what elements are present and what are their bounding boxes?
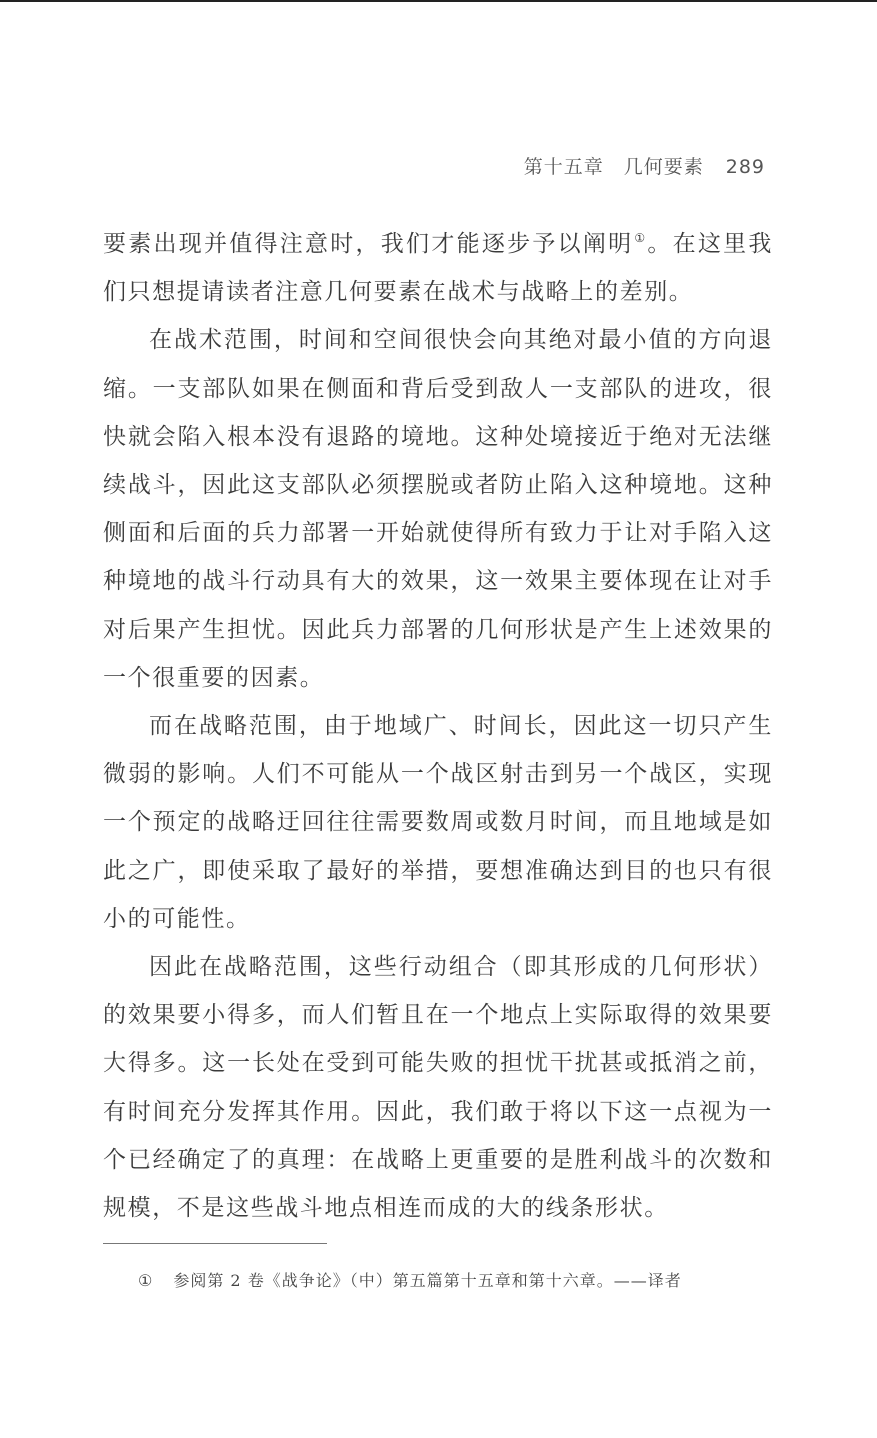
main-text: [103, 220, 773, 1232]
chapter-title: 第十五章 几何要素: [523, 156, 704, 178]
paragraph: 而在战略范围，由于地域广、时间长，因此这一切只产生微弱的影响。人们不可能从一个战区射击到另一个战区，实现一个预定的战略迂回往往需要数周或数月时间，而且地域是如此之广，即使采取了最好的举措，要想准确达到目的也只有很小的可能性。: [103, 713, 773, 932]
footnote-separator: [103, 1243, 327, 1244]
footnote-text: 参阅第 2 卷《战争论》（中）第五篇第十五章和第十六章。——译者: [173, 1271, 682, 1290]
footnote-reference[interactable]: ①: [634, 231, 648, 246]
paragraph: 因此在战略范围，这些行动组合（即其形成的几何形状）的效果要小得多，而人们暂且在一个地点上实际取得的效果要大得多。这一长处在受到可能失败的担忧干扰甚或抵消之前，有时间充分发挥其作用。因此，我们敢于将以下这一点视为一个已经确定了的真理：在战略上更重要的是胜利战斗的次数和规模，不是这些战斗地点相连而成的大的线条形状。: [103, 954, 773, 1222]
paragraph-continued: [103, 220, 773, 316]
top-border-rule: [0, 0, 877, 2]
running-header: [524, 152, 765, 179]
footnote-marker: ①: [138, 1271, 154, 1290]
paragraph-text: 。在这里我们只想提请读者注意几何要素在战术与战略上的差别。: [103, 231, 773, 306]
footnote: [138, 1268, 682, 1291]
paragraph: 在战术范围，时间和空间很快会向其绝对最小值的方向退缩。一支部队如果在侧面和背后受到敌人一支部队的进攻，很快就会陷入根本没有退路的境地。这种处境接近于绝对无法继续战斗，因此这支部队必须摆脱或者防止陷入这种境地。这种侧面和后面的兵力部署一开始就使得所有致力于让对手陷入这种境地的战斗行动具有大的效果，这一效果主要体现在让对手对后果产生担忧。因此兵力部署的几何形状是产生上述效果的一个很重要的因素。: [103, 327, 773, 691]
paragraph-text: 要素出现并值得注意时，我们才能逐步予以阐明: [103, 231, 634, 257]
page-number: 289: [725, 156, 765, 178]
